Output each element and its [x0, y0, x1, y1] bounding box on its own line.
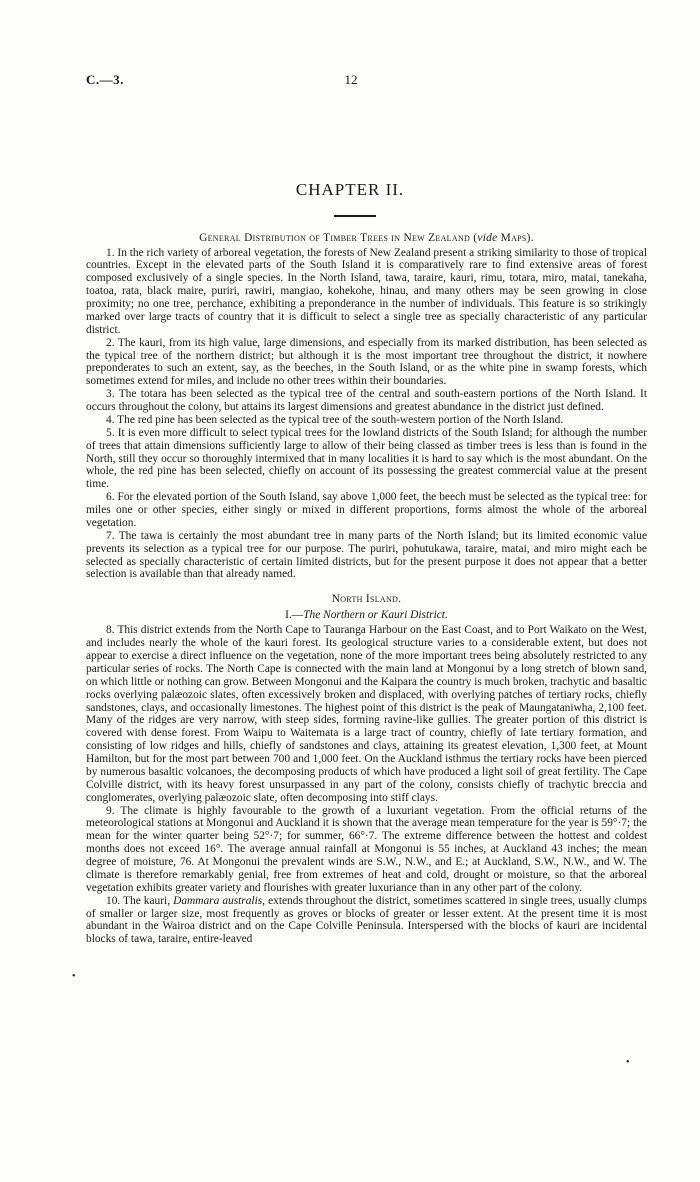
paragraph: 2. The kauri, from its high value, large dimensions, and especially from its marked distribution, has been selected as the typical tree of the northern district; but although it is the most important tree throughout the district, it nowhere preponderates to such an extent, say, as the beeches, in the South Island, or as the white pine in swamp forests, which sometimes extend for miles, and include no other trees within their boundaries. — [86, 336, 647, 388]
paragraph — [86, 895, 647, 947]
paragraph: 4. The red pine has been selected as the typical tree of the south-western portion of the North Island. — [106, 413, 564, 426]
paragraph: 9. The climate is highly favourable to the growth of a luxuriant vegetation. From the official returns of the meteorological stations at Mongonui and Auckland it is shown that the average mean temperature for the year is 59°·7; the mean for the winter quarter being 52°·7; for summer, 66°·7. The extreme difference between the hottest and coldest months does not exceed 16°. The average annual rainfall at Mongonui is 55 inches, at Auckland 43 inches; the mean degree of moisture, 76. At Mongonui the prevalent winds are S.W., N.W., and E.; at Auckland, S.W., N.W., and W. The climate is therefore remarkably genial, free from extremes of heat and cold, drought or moisture, so that the arboreal vegetation exhibits greater variety and flourishes with greater luxuriance than in any other part of the colony. — [86, 804, 647, 894]
district-prefix: I.— — [285, 609, 304, 622]
chapter-title: CHAPTER II. — [295, 180, 405, 199]
para10-rest: , extends throughout the district, sometimes scattered in single trees, usually clumps of smaller or larger size, most frequently as groves or blocks of greater or lesser extent. At the present time it is most abundant in the Wairoa district and on the Cape Colville Peninsula. Interspersed with the blocks of kauri are incidental blocks of tawa, taraire, entire-leaved — [86, 894, 647, 946]
para10-prefix: 10. The kauri, — [106, 894, 174, 907]
margin-mark: • — [626, 1057, 630, 1068]
section-heading — [86, 232, 647, 246]
section-heading-vide: vide — [477, 232, 498, 244]
paragraph: 8. This district extends from the North Cape to Tauranga Harbour on the East Coast, and to Port Waikato on the West, and includes nearly the whole of the kauri forest. Its geological structure varies to a considerable extent, but does not appear to exercise a direct influence on the vegetation, none of the more important trees being absolutely restricted to any particular series of rocks. The North Cape is connected with the main land at Mongonui by a long stretch of blown sand, on which little or nothing can grow. Between Mongonui and the Kaipara the country is much broken, trachytic and basaltic rocks overlying palæozoic slates, often excessively broken and displaced, with overlying patches of tertiary rocks, chiefly sandstones, clays, and occasionally limestones. The highest point of this district is the peak of Maungataniwha, 2,100 feet. Many of the ridges are very narrow, with steep sides, forming ravine-like gullies. The greater portion of this district is covered with dense forest. From Waipu to Waitemata is a large tract of country, chiefly of late tertiary formation, and consisting of low ridges and hills, chiefly of sandstones and clays, attaining its greatest elevation, 1,300 feet, at Mount Hamilton, but for the most part between 700 and 1,000 feet. On the Auckland isthmus the tertiary rocks have been pierced by numerous basaltic volcanoes, the decomposing products of which have produced a light soil of great fertility. The Cape Colville district, with its heavy forest unsurpassed in any part of the colony, consists chiefly of trachytic breccia and conglomerates, overlying palæozoic slate, often decomposing into stiff clays. — [86, 624, 647, 804]
section-heading-end: Maps). — [497, 232, 534, 244]
section-heading-main: General Distribution of Timber Trees in New Zealand ( — [199, 232, 478, 244]
north-island-heading: North Island. — [331, 593, 402, 606]
paragraph: 6. For the elevated portion of the South Island, say above 1,000 feet, the beech must be selected as the typical tree: for miles one or other species, either singly or mixed in different proportions, forms almost the whole of the arboreal vegetation. — [86, 491, 647, 529]
paragraph: 3. The totara has been selected as the typical tree of the central and south-eastern portions of the North Island. It occurs throughout the colony, but attains its largest dimensions and greatest abundance in the district just defined. — [86, 388, 647, 413]
paragraph: 7. The tawa is certainly the most abundant tree in many parts of the North Island; but its limited economic value prevents its selection as a typical tree for our purpose. The puriri, pohutukawa, taraire, matai, and miro might each be selected as specially characteristic of certain limited districts, but for the present purpose it does not appear that a better selection is available than that already named. — [86, 529, 647, 581]
page-number: 12 — [344, 72, 358, 87]
district-name: The Northern or Kauri District. — [303, 609, 448, 622]
district-heading — [86, 608, 647, 622]
running-head — [86, 72, 616, 90]
margin-mark: • — [72, 971, 76, 982]
paragraph: 5. It is even more difficult to select typical trees for the lowland districts of the South Island; for although the number of trees that attain dimensions sufficiently large to allow of their being classed as timber trees is less than is found in the North, still they occur so thoroughly intermixed that in many localities it is hard to say which is the most abundant. On the whole, the red pine has been selected, chiefly on account of its possessing the greatest commercial value at the present time. — [86, 426, 647, 491]
document-code: C.—3. — [86, 72, 124, 87]
body-text — [86, 232, 647, 946]
paragraph: 1. In the rich variety of arboreal vegetation, the forests of New Zealand present a striking similarity to those of tropical countries. Except in the elevated parts of the South Island it is comparatively rare to find extensive areas of forest composed exclusively of a single species. In the North Island, tawa, taraire, kauri, rimu, totara, miro, matai, tanekaha, toatoa, rata, black maire, puriri, rawiri, mangiao, kohekohe, hinau, and many others may be seen growing in close proximity; no one tree, perchance, exhibiting a preponderance in the number of individuals. This feature is so strikingly marked over large tracts of country that it is difficult to select a single tree as specially characteristic of any particular district. — [86, 246, 647, 336]
chapter-rule — [334, 215, 376, 217]
species-name: Dammara australis — [173, 894, 263, 907]
